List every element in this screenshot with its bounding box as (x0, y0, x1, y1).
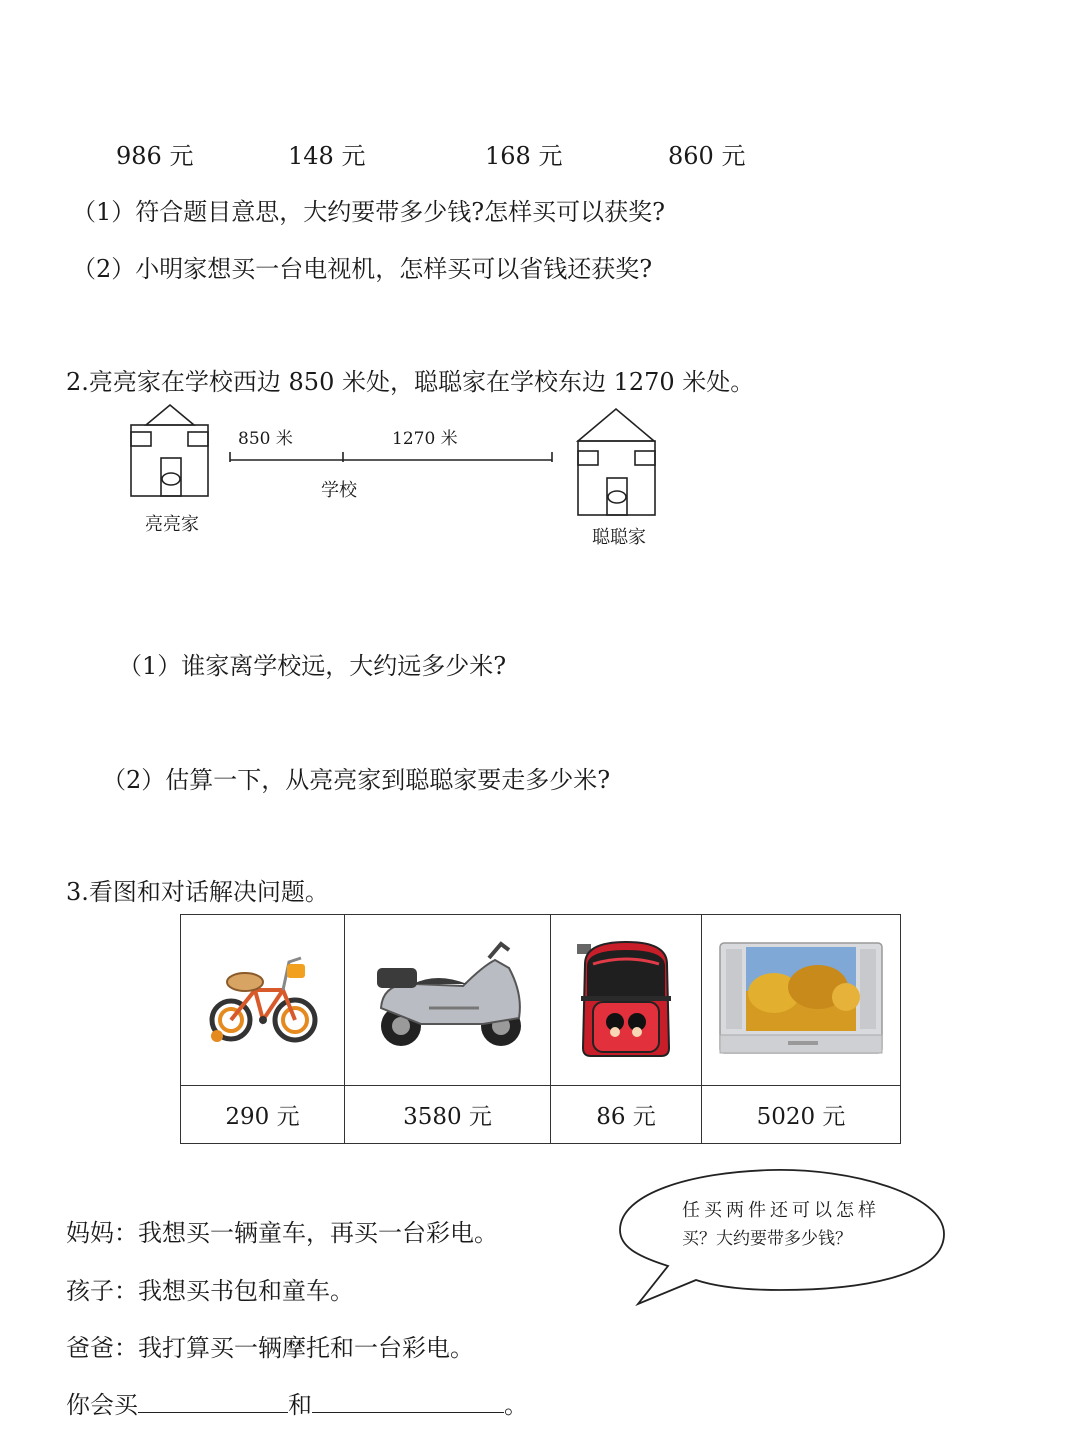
left-home-label: 亮亮家 (145, 514, 199, 535)
house-right-icon (578, 409, 655, 515)
price-top-3: 168 元 (485, 142, 563, 170)
answer-and: 和 (288, 1391, 312, 1419)
product-table (180, 914, 901, 1144)
q3-title: 3.看图和对话解决问题。 (66, 878, 329, 906)
answer-blank-2[interactable] (312, 1390, 504, 1413)
q2-sub2: （2）估算一下，从亮亮家到聪聪家要走多少米? (102, 766, 611, 794)
distance-line (230, 452, 552, 462)
house-left-icon (131, 405, 208, 496)
q2-title: 2.亮亮家在学校西边 850 米处，聪聪家在学校东边 1270 米处。 (66, 368, 755, 396)
price-tv: 5020 元 (702, 1086, 901, 1144)
q1-sub1: （1）符合题目意思，大约要带多少钱?怎样买可以获奖? (72, 198, 666, 226)
answer-blank-1[interactable] (138, 1390, 288, 1413)
dialog-child: 孩子：我想买书包和童车。 (66, 1277, 354, 1305)
product-cell-tv (702, 915, 901, 1086)
price-bicycle: 290 元 (181, 1086, 345, 1144)
color-tv-icon (718, 941, 884, 1055)
product-cell-backpack (551, 915, 702, 1086)
bubble-line1: 任买两件还可以怎样 (682, 1200, 880, 1221)
price-top-4: 860 元 (668, 142, 746, 170)
q1-sub2: （2）小明家想买一台电视机，怎样买可以省钱还获奖? (72, 255, 653, 283)
answer-line (66, 1385, 528, 1420)
right-distance-label: 1270 米 (392, 429, 458, 449)
answer-suffix: 。 (504, 1391, 528, 1419)
product-cell-bicycle (181, 915, 345, 1086)
price-motorcycle: 3580 元 (345, 1086, 551, 1144)
price-top-2: 148 元 (288, 142, 366, 170)
right-home-label: 聪聪家 (592, 527, 646, 548)
motorcycle-icon (363, 938, 533, 1058)
kids-bicycle-icon (203, 938, 323, 1058)
school-backpack-icon (571, 936, 681, 1061)
dialog-mom: 妈妈：我想买一辆童车，再买一台彩电。 (66, 1219, 498, 1247)
q2-sub1: （1）谁家离学校远，大约远多少米? (118, 652, 507, 680)
bubble-line2: 买？大约要带多少钱？ (682, 1229, 852, 1249)
price-top-1: 986 元 (116, 142, 194, 170)
price-backpack: 86 元 (551, 1086, 702, 1144)
left-distance-label: 850 米 (238, 429, 293, 449)
answer-prefix: 你会买 (66, 1391, 138, 1419)
dialog-dad: 爸爸：我打算买一辆摩托和一台彩电。 (66, 1334, 474, 1362)
product-cell-motorcycle (345, 915, 551, 1086)
school-label: 学校 (321, 480, 357, 501)
